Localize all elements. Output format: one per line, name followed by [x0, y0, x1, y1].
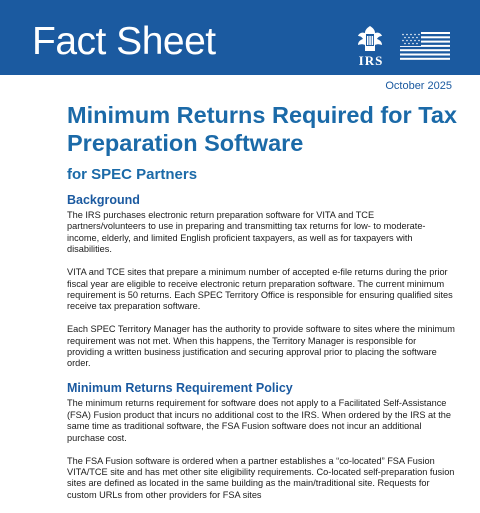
fact-sheet-title: Fact Sheet [32, 20, 216, 63]
us-flag-icon [400, 32, 450, 60]
body-paragraph: VITA and TCE sites that prepare a minimum number of accepted e-file returns during the prior fiscal year are eligible to receive electronic return preparation software. The current minimum requirement is 50 returns. Each SPEC Territory Office is responsible for ensuring qualified sites receive tax preparation software. [67, 267, 453, 312]
body-paragraph: The minimum returns requirement for software does not apply to a Facilitated Self-Assistance (FSA) Fusion product that incurs no additional cost to the IRS. When ordered by the IRS at the same time as traditional software, the FSA Fusion software does not incur an additional purchase cost. [67, 398, 452, 443]
document-title: Minimum Returns Required for Tax Preparation Software [67, 102, 457, 156]
section-heading-background: Background [67, 193, 140, 207]
body-paragraph: The FSA Fusion software is ordered when a partner establishes a “co-located” FSA Fusion VITA/TCE site and has met other site eligibility requirements. Co-located self-preparation fusion sites are defined as located in the same building as the main/traditional site. Requests for custom URLs from other providers for FSA sites [67, 455, 455, 500]
document-subtitle: for SPEC Partners [67, 166, 198, 183]
publication-date: October 2025 [385, 80, 452, 92]
section-heading-policy: Minimum Returns Requirement Policy [67, 381, 293, 396]
body-paragraph: The IRS purchases electronic return preparation software for VITA and TCE partners/volunteers to use in preparing and transmitting tax returns for low- to moderate-income, elderly, and limited English proficient taxpayers, as well as for taxpayers with disabilities. [67, 210, 426, 255]
irs-logo-text: IRS [358, 53, 384, 68]
document-body [67, 193, 455, 513]
body-paragraph: Each SPEC Territory Manager has the authority to provide software to sites where the minimum requirement was not met. When this happens, the Territory Manager is responsible for providing a written business justification and securing approval prior to placing the software order. [67, 324, 455, 369]
header-banner [0, 0, 480, 75]
